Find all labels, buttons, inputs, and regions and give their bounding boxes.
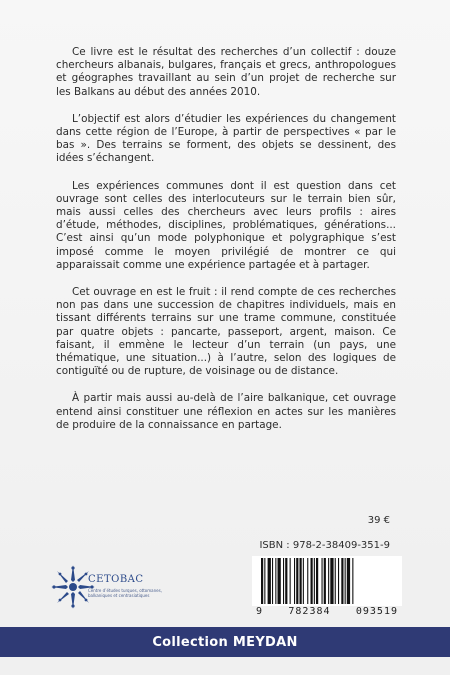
collection-title: Collection MEYDAN — [152, 634, 298, 650]
barcode-number — [252, 606, 402, 617]
star-burst-icon — [48, 562, 98, 612]
blurb-paragraph-3: Les expériences communes dont il est question dans cet ouvrage sont celles des interlocuteurs sur le terrain bien sûr, mais aussi celles des chercheurs avec leurs profils : aires d’étude, méthodes, disciplines, problématiques, générations... C’est ainsi qu’un mode polyphonique et polygraphique s’est imposé comme le moyen privilégié de montrer ce qui apparaissait comme une expérience partagée et à partager. — [56, 179, 396, 271]
barcode — [252, 556, 402, 606]
blurb-paragraph-5: À partir mais aussi au-delà de l’aire balkanique, cet ouvrage entend ainsi constituer une réflexion en actes sur les manières de produire de la connaissance en partage. — [56, 392, 396, 431]
blurb-paragraph-1: Ce livre est le résultat des recherches d’un collectif : douze chercheurs albanais, bulgares, français et grecs, anthropologues et géographes travaillant au sein d’un projet de recherche sur les Balkans au début des années 2010. — [56, 46, 396, 98]
price-label: 39 € — [367, 515, 390, 526]
blurb-paragraph-4: Cet ouvrage en est le fruit : il rend compte de ces recherches non pas dans une succession de chapitres individuels, mais en tissant différents terrains sur une trame commune, constituée par quatre objets : pancarte, passeport, argent, maison. Ce faisant, il emmène le lecteur d’un terrain (un pays, une thématique, une situation...) à l’autre, selon des logiques de contiguïté ou de rupture, de voisinage ou de distance. — [56, 286, 396, 378]
isbn-label: ISBN : 978-2-38409-351-9 — [259, 540, 390, 551]
blurb-text — [56, 46, 396, 446]
barcode-group-left: 782384 — [288, 606, 331, 617]
barcode-first-digit: 9 — [256, 606, 264, 617]
collection-banner — [0, 627, 450, 657]
blurb-paragraph-2: L’objectif est alors d’étudier les expériences du changement dans cette région de l’Europe, à partir de perspectives « par le bas ». Des terrains se forment, des objets se dessinent, des idées s’échangent. — [56, 112, 396, 165]
barcode-group-right: 093519 — [355, 606, 398, 617]
publisher-logo — [48, 562, 168, 617]
bottom-strip — [0, 657, 450, 675]
publisher-logo-name: CETOBAC — [88, 574, 144, 585]
barcode-bars — [257, 556, 397, 606]
publisher-logo-subtitle: Centre d’études turques, ottomanes, balkaniques et centrasiatiques — [88, 588, 162, 598]
